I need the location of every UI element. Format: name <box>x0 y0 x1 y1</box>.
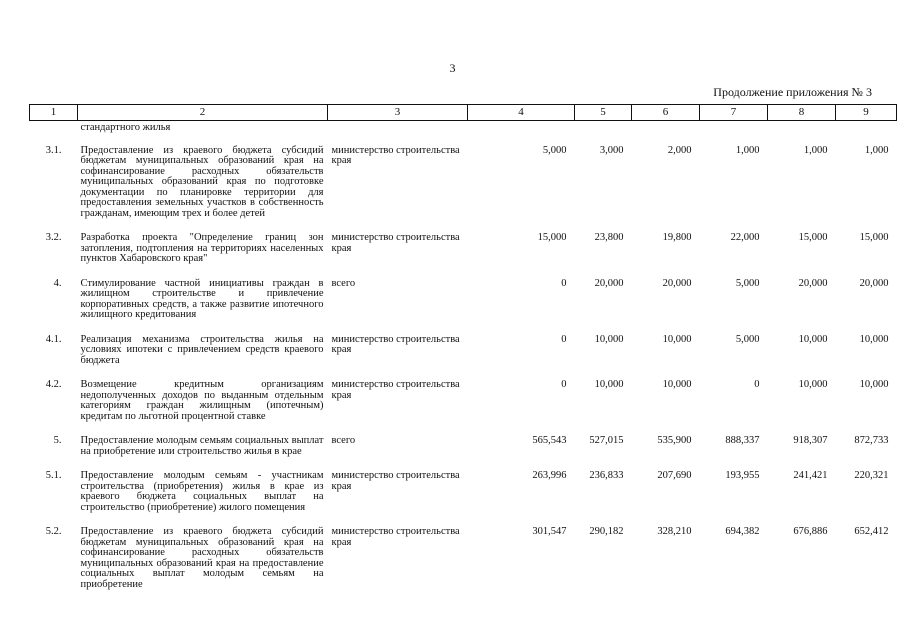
row-value-col-5: 290,182 <box>589 526 624 537</box>
row-value-col-8: 10,000 <box>798 379 828 390</box>
row-value-col-9: 20,000 <box>859 277 889 289</box>
row-value-col-5: 20,000 <box>594 277 624 289</box>
row-value-col-4: 263,996 <box>532 470 567 481</box>
table-row <box>30 136 897 224</box>
header-col-3: 3 <box>328 105 468 121</box>
row-name: Возмещение кредитным организациям недополученных доходов по выданным отдельным категориям граждан жилищным (ипотечным) кредитам по льготной процентной ставке <box>80 379 324 422</box>
row-value-col-7: 5,000 <box>735 333 760 345</box>
table-row <box>30 223 897 269</box>
row-value-col-4: 0 <box>561 333 567 345</box>
row-code: 4.2. <box>45 379 62 390</box>
row-value-col-6: 2,000 <box>667 144 692 156</box>
row-value-col-9: 1,000 <box>864 144 889 156</box>
row-value-col-8: 15,000 <box>798 232 828 243</box>
row-name: Реализация механизма строительства жилья на условиях ипотеки с привлечением средств краевого бюджета <box>80 333 324 366</box>
header-col-7: 7 <box>700 105 768 121</box>
row-value-col-7: 888,337 <box>725 435 760 446</box>
row-value-col-8: 10,000 <box>798 333 828 345</box>
row-responsible: министерство строительства края <box>331 232 460 254</box>
page-number: 3 <box>449 61 456 75</box>
row-responsible: министерство строительства края <box>331 144 460 166</box>
row-value-col-4: 565,543 <box>532 435 567 446</box>
table-row <box>30 461 897 517</box>
row-value-col-6: 10,000 <box>662 379 692 390</box>
row-value-col-5: 10,000 <box>594 333 624 345</box>
row-responsible <box>328 121 468 136</box>
row-value-col-8: 1,000 <box>803 144 828 156</box>
row-value-col-8: 241,421 <box>793 470 828 481</box>
row-value-col-8: 20,000 <box>798 277 828 289</box>
row-value-col-4: 5,000 <box>542 144 567 156</box>
row-code: 4.1. <box>45 333 62 345</box>
row-name: стандартного жилья <box>80 122 171 133</box>
row-value-col-5 <box>575 121 632 136</box>
row-value-col-8: 676,886 <box>793 526 828 537</box>
row-value-col-6: 10,000 <box>662 333 692 345</box>
header-col-1: 1 <box>30 105 78 121</box>
row-value-col-5: 236,833 <box>589 470 624 481</box>
row-value-col-9: 652,412 <box>854 526 889 537</box>
row-value-col-7 <box>700 121 768 136</box>
row-value-col-6: 19,800 <box>662 232 692 243</box>
continuation-label: Продолжение приложения № 3 <box>713 85 872 99</box>
row-name: Предоставление из краевого бюджета субсидий бюджетам муниципальных образований края на софинансирование расходных обязательств муниципальных образований края по подготовке документации по планировке территории для предоставления земельных участков в собственность гражданам, имеющим трех и более детей <box>80 144 324 219</box>
row-value-col-4: 15,000 <box>537 232 567 243</box>
header-col-9: 9 <box>836 105 897 121</box>
row-responsible: всего <box>331 277 356 289</box>
row-responsible: министерство строительства края <box>331 470 460 492</box>
header-col-6: 6 <box>632 105 700 121</box>
row-value-col-6: 535,900 <box>657 435 692 446</box>
row-value-col-9: 872,733 <box>854 435 889 446</box>
row-responsible: всего <box>331 435 356 446</box>
row-name: Стимулирование частной инициативы граждан в жилищном строительстве и привлечение корпоративных средств, а также развитие ипотечного жилищного кредитования <box>80 277 324 320</box>
row-value-col-9: 220,321 <box>854 470 889 481</box>
row-value-col-9: 10,000 <box>859 379 889 390</box>
row-code: 3.2. <box>45 232 62 243</box>
table-row <box>30 426 897 461</box>
row-value-col-7: 5,000 <box>735 277 760 289</box>
row-code: 3.1. <box>45 144 62 156</box>
header-col-4: 4 <box>468 105 575 121</box>
table-row <box>30 325 897 371</box>
row-responsible: министерство строительства края <box>331 526 460 548</box>
table-row <box>30 121 897 136</box>
row-name: Предоставление из краевого бюджета субсидий бюджетам муниципальных образований края на софинансирование расходных обязательств муниципальных образований края на предоставление социальных выплат молодым семьям на приобретение <box>80 526 324 590</box>
row-value-col-5: 23,800 <box>594 232 624 243</box>
row-value-col-6: 207,690 <box>657 470 692 481</box>
row-code <box>30 121 78 136</box>
row-name: Предоставление молодым семьям - участникам строительства (приобретения) жилья в крае из краевого бюджета социальных выплат на строительство (приобретение) жилого помещения <box>80 470 324 513</box>
row-value-col-4: 0 <box>561 379 567 390</box>
row-value-col-9 <box>836 121 897 136</box>
table-row <box>30 517 897 594</box>
row-responsible: министерство строительства края <box>331 333 460 355</box>
row-code: 4. <box>53 277 62 289</box>
row-responsible: министерство строительства края <box>331 379 460 401</box>
header-col-8: 8 <box>768 105 836 121</box>
row-code: 5.2. <box>45 526 62 537</box>
row-value-col-9: 10,000 <box>859 333 889 345</box>
row-value-col-6 <box>632 121 700 136</box>
table-header-row <box>30 105 897 121</box>
row-value-col-7: 694,382 <box>725 526 760 537</box>
budget-table <box>29 104 897 594</box>
table-row <box>30 269 897 325</box>
header-col-2: 2 <box>78 105 328 121</box>
row-value-col-6: 328,210 <box>657 526 692 537</box>
row-value-col-7: 193,955 <box>725 470 760 481</box>
row-value-col-8 <box>768 121 836 136</box>
row-value-col-4: 301,547 <box>532 526 567 537</box>
table-row <box>30 370 897 426</box>
row-value-col-8: 918,307 <box>793 435 828 446</box>
row-value-col-5: 10,000 <box>594 379 624 390</box>
row-code: 5. <box>53 435 62 446</box>
row-code: 5.1. <box>45 470 62 481</box>
row-value-col-5: 3,000 <box>599 144 624 156</box>
row-name: Предоставление молодым семьям социальных выплат на приобретение или строительство жилья в крае <box>80 435 324 457</box>
row-value-col-5: 527,015 <box>589 435 624 446</box>
row-value-col-6: 20,000 <box>662 277 692 289</box>
row-value-col-7: 22,000 <box>730 232 760 243</box>
row-value-col-9: 15,000 <box>859 232 889 243</box>
header-col-5: 5 <box>575 105 632 121</box>
row-value-col-4 <box>468 121 575 136</box>
row-value-col-7: 0 <box>754 379 760 390</box>
row-name: Разработка проекта "Определение границ зон затопления, подтопления на территориях населенных пунктов Хабаровского края" <box>80 232 324 264</box>
row-value-col-4: 0 <box>561 277 567 289</box>
row-value-col-7: 1,000 <box>735 144 760 156</box>
